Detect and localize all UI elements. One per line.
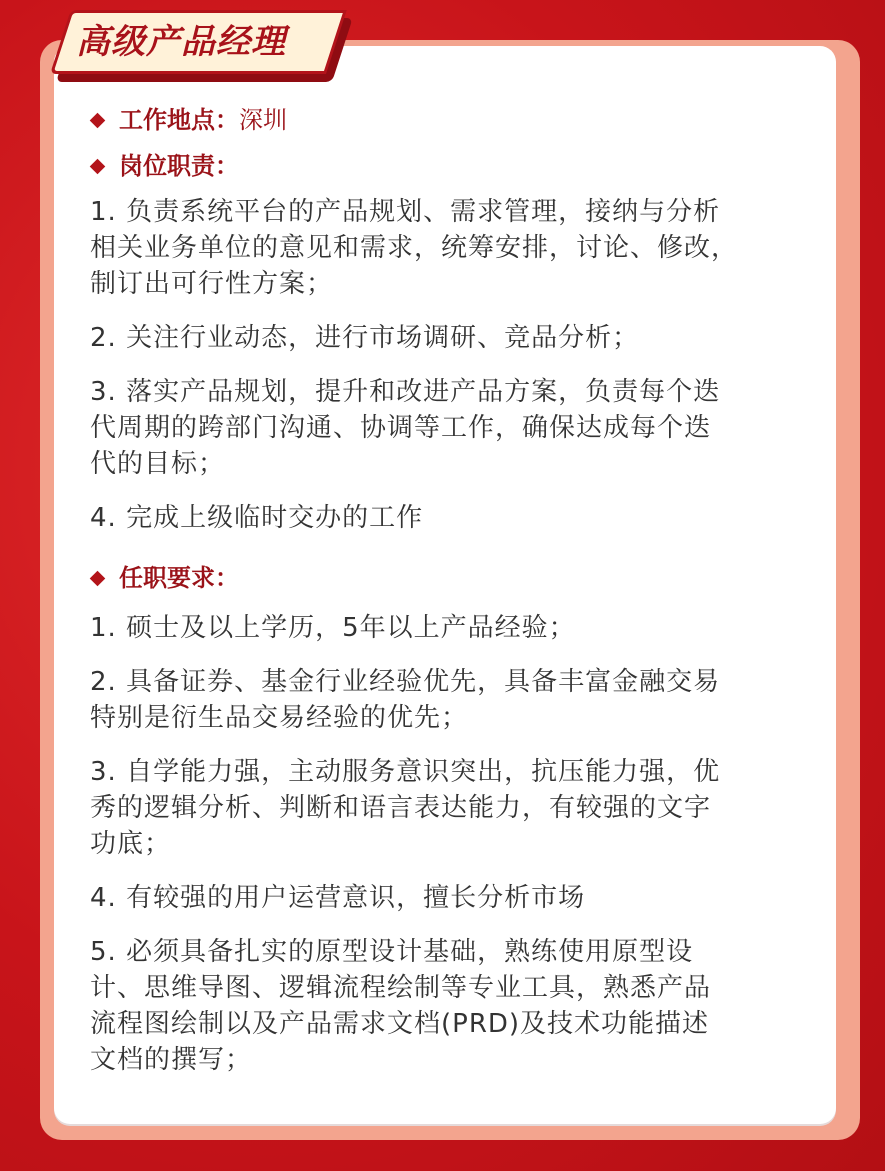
location-label: 工作地点：	[119, 106, 239, 134]
location-value: 深圳	[239, 106, 287, 134]
duties-heading-label: 岗位职责：	[119, 152, 239, 180]
requirements-heading	[90, 558, 820, 598]
job-description	[90, 96, 820, 1078]
requirement-item-1: 1. 硕士及以上学历，5年以上产品经验；	[90, 613, 576, 643]
duties-heading	[90, 146, 820, 186]
requirements-heading-label: 任职要求：	[119, 564, 239, 592]
duty-item-2: 2. 关注行业动态，进行市场调研、竞品分析；	[90, 323, 640, 353]
duty-item-4: 4. 完成上级临时交办的工作	[90, 503, 424, 533]
location-heading	[90, 100, 820, 140]
requirement-item-3: 3. 自学能力强，主动服务意识突出，抗压能力强，优 秀的逻辑分析、判断和语言表达能力，有较强的文字 功底；	[90, 757, 721, 859]
diamond-bullet-icon	[90, 158, 106, 174]
requirement-item-4: 4. 有较强的用户运营意识，擅长分析市场	[90, 883, 586, 913]
duty-item-3: 3. 落实产品规划，提升和改进产品方案，负责每个迭 代周期的跨部门沟通、协调等工作，确保达成每个迭 代的目标；	[90, 377, 721, 479]
requirement-item-2: 2. 具备证券、基金行业经验优先，具备丰富金融交易 特别是衍生品交易经验的优先；	[90, 667, 721, 733]
diamond-bullet-icon	[90, 570, 106, 586]
requirement-item-5: 5. 必须具备扎实的原型设计基础，熟练使用原型设 计、思维导图、逻辑流程绘制等专业工具，熟悉产品 流程图绘制以及产品需求文档(PRD)及技术功能描述 文档的撰写；	[90, 937, 712, 1075]
duty-item-1: 1. 负责系统平台的产品规划、需求管理，接纳与分析 相关业务单位的意见和需求，统筹安排，讨论、修改， 制订出可行性方案；	[90, 197, 739, 299]
diamond-bullet-icon	[90, 112, 106, 128]
job-title: 高级产品经理	[76, 22, 286, 62]
